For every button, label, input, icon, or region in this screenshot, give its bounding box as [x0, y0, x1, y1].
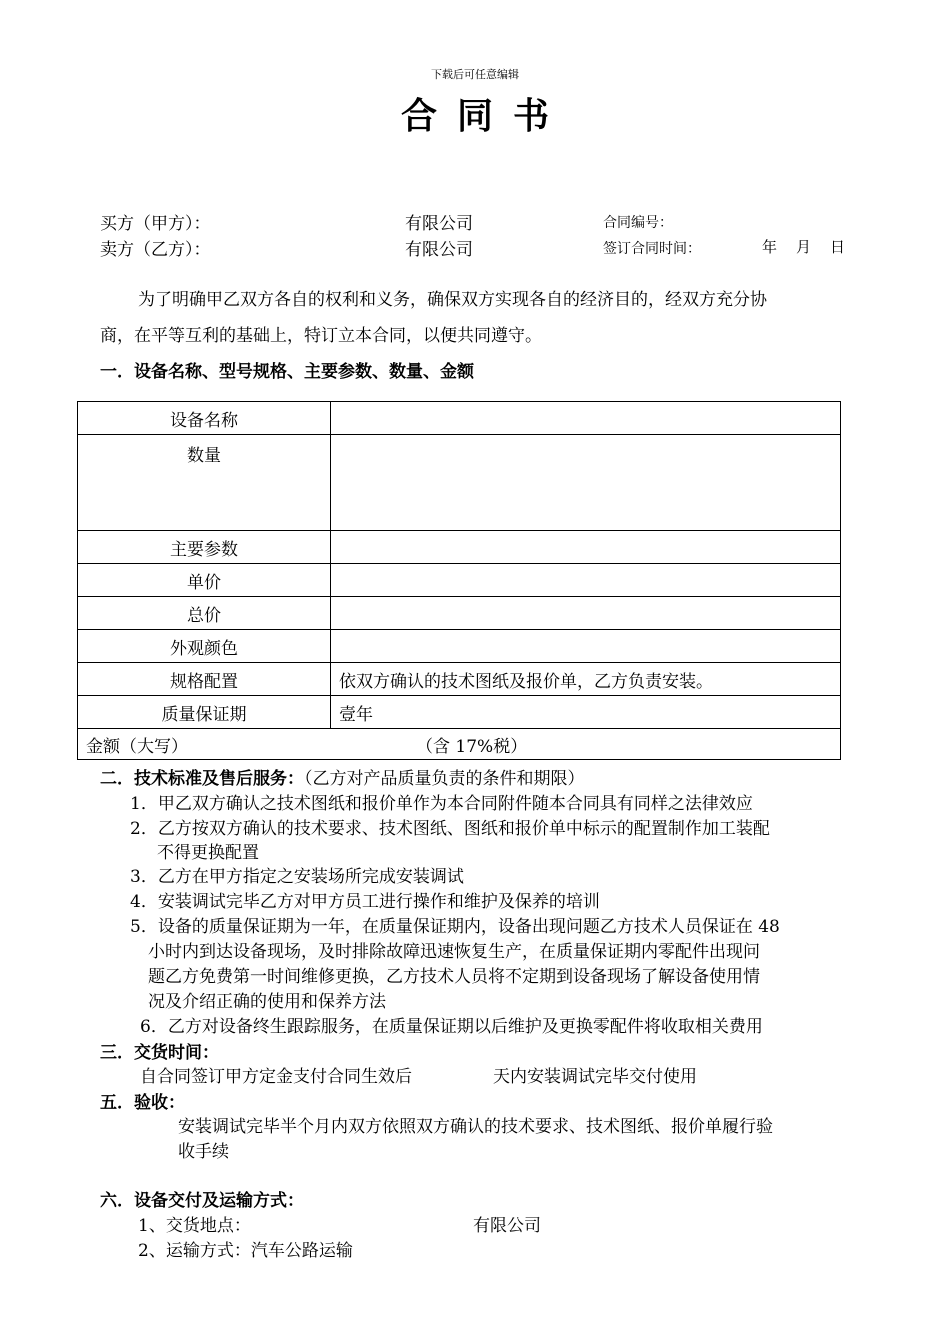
section2-heading-line: [100, 764, 585, 789]
row-label-quantity: 数量: [78, 435, 331, 531]
section5-line-1: 安装调试完毕半个月内双方依照双方确认的技术要求、技术图纸、报价单履行验: [178, 1117, 773, 1137]
table-row: [78, 435, 841, 531]
table-row: [78, 729, 841, 760]
amount-label: 金额（大写）: [86, 736, 188, 757]
row-value-warranty: 壹年: [331, 696, 841, 729]
section3-heading: 三．交货时间：: [100, 1043, 219, 1063]
section2-item-1: 1．甲乙双方确认之技术图纸和报价单作为本合同附件随本合同具有同样之法律效应: [130, 794, 753, 814]
section2-heading-note: （乙方对产品质量负责的条件和期限）: [304, 769, 585, 789]
section2-item-4: 4．安装调试完毕乙方对甲方员工进行操作和维护及保养的培训: [130, 892, 600, 912]
section2-item-5-line-3: 题乙方免费第一时间维修更换，乙方技术人员将不定期到设备现场了解设备使用情: [148, 967, 760, 987]
row-value-unit-price: [331, 564, 841, 597]
row-value-spec-config: 依双方确认的技术图纸及报价单，乙方负责安装。: [331, 663, 841, 696]
row-label-main-params: 主要参数: [78, 531, 331, 564]
document-title: 合同书: [400, 96, 569, 137]
row-label-color: 外观颜色: [78, 630, 331, 663]
table-row: [78, 630, 841, 663]
section2-item-3: 3．乙方在甲方指定之安装场所完成安装调试: [130, 867, 464, 887]
contract-no-label: 合同编号：: [603, 215, 673, 231]
row-value-total-price: [331, 597, 841, 630]
row-label-spec-config: 规格配置: [78, 663, 331, 696]
section2-item-2-line-1: 2．乙方按双方确认的技术要求、技术图纸、图纸和报价单中标示的配置制作加工装配: [130, 819, 770, 839]
row-value-quantity: [331, 435, 841, 531]
sign-date-label: 签订合同时间：: [603, 241, 701, 257]
equipment-spec-table: [77, 401, 841, 760]
row-label-equipment-name: 设备名称: [78, 402, 331, 435]
section6-item-1-value: 有限公司: [473, 1216, 541, 1236]
section2-item-5-line-4: 况及介绍正确的使用和保养方法: [148, 992, 386, 1012]
section2-item-5-line-2: 小时内到达设备现场，及时排除故障迅速恢复生产，在质量保证期内零配件出现问: [148, 942, 760, 962]
table-row: [78, 531, 841, 564]
table-row: [78, 597, 841, 630]
section5-heading: 五．验收：: [100, 1093, 185, 1113]
row-value-equipment-name: [331, 402, 841, 435]
amount-tax-note: （含 17%税）: [416, 736, 528, 757]
buyer-company: 有限公司: [405, 214, 473, 234]
section5-line-2: 收手续: [178, 1142, 229, 1162]
seller-company: 有限公司: [405, 240, 473, 260]
row-label-warranty: 质量保证期: [78, 696, 331, 729]
row-label-unit-price: 单价: [78, 564, 331, 597]
amount-cell: [78, 729, 841, 760]
date-day: 日: [830, 238, 846, 256]
table-row: [78, 402, 841, 435]
section6-heading: 六．设备交付及运输方式：: [100, 1191, 304, 1211]
table-row: [78, 696, 841, 729]
section1-heading: 一．设备名称、型号规格、主要参数、数量、金额: [100, 362, 474, 382]
top-note: 下载后可任意编辑: [431, 68, 519, 81]
section6-item-2: 2、运输方式：汽车公路运输: [138, 1241, 353, 1261]
section6-item-1-label: 1、交货地点：: [138, 1216, 251, 1236]
section2-item-5-line-1: 5．设备的质量保证期为一年，在质量保证期内，设备出现问题乙方技术人员保证在 48: [130, 917, 780, 937]
section2-item-2-line-2: 不得更换配置: [157, 843, 259, 863]
row-value-color: [331, 630, 841, 663]
date-month: 月: [796, 238, 812, 256]
section3-text-a: 自合同签订甲方定金支付合同生效后: [140, 1067, 412, 1087]
section3-text-b: 天内安装调试完毕交付使用: [493, 1067, 697, 1087]
row-label-total-price: 总价: [78, 597, 331, 630]
section2-heading: 二．技术标准及售后服务：: [100, 769, 304, 789]
date-year: 年: [762, 238, 778, 256]
table-row: [78, 564, 841, 597]
row-value-main-params: [331, 531, 841, 564]
seller-label: 卖方（乙方）：: [100, 240, 211, 260]
intro-line-1: 为了明确甲乙双方各自的权利和义务，确保双方实现各自的经济目的，经双方充分协: [138, 290, 767, 310]
intro-line-2: 商，在平等互利的基础上，特订立本合同，以便共同遵守。: [100, 326, 542, 346]
buyer-label: 买方（甲方）：: [100, 214, 211, 234]
table-row: [78, 663, 841, 696]
section2-item-6: 6．乙方对设备终生跟踪服务，在质量保证期以后维护及更换零配件将收取相关费用: [140, 1017, 763, 1037]
